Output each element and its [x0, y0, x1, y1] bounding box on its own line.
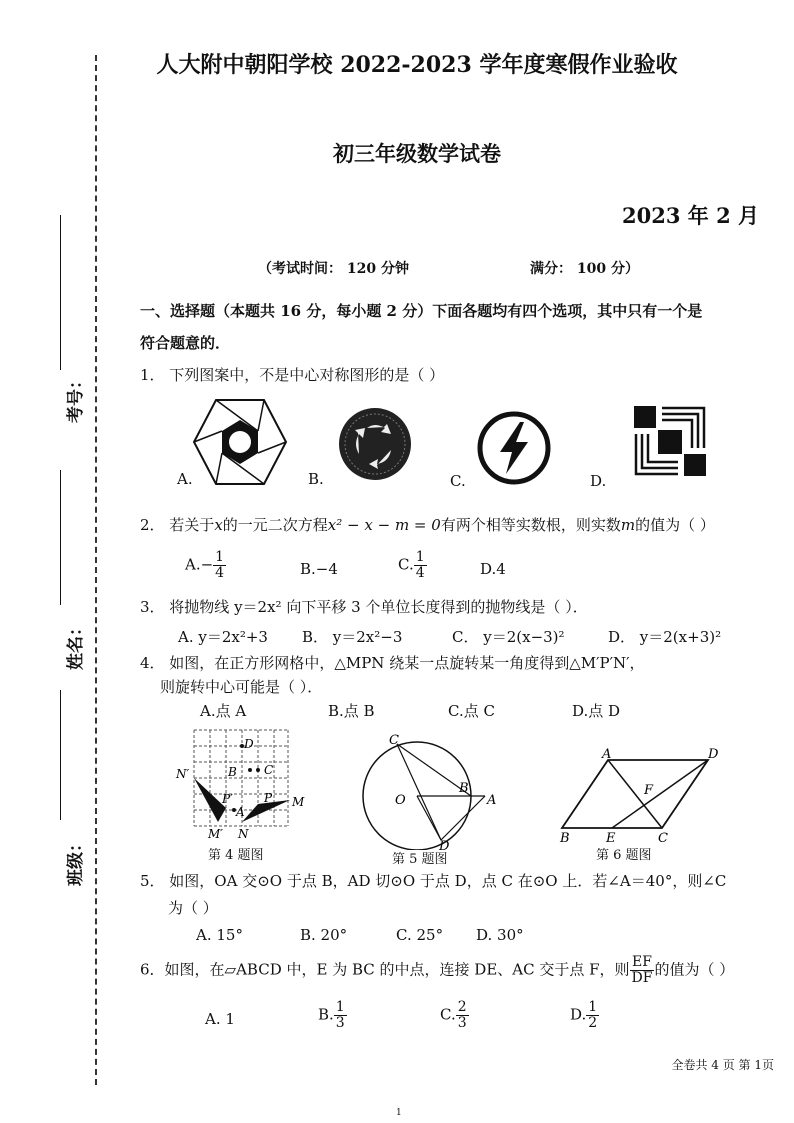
section-heading-line1: 一、选择题（本题共 16 分，每小题 2 分）下面各题均有四个选项，其中只有一个是	[140, 302, 703, 320]
q4-stem-line2: 则旋转中心可能是（ ）．	[160, 678, 323, 696]
q2-option-d: D.4	[480, 560, 506, 578]
q5-option-c: C. 25°	[396, 926, 444, 944]
q6-option-b	[318, 1000, 347, 1031]
q6-label-b: B	[560, 831, 570, 844]
q2-option-c-num: 1	[415, 549, 425, 565]
q2-var-x: x	[214, 516, 223, 534]
q6-option-c	[440, 1000, 469, 1031]
q6-fraction-num: EF	[632, 954, 652, 970]
q5-label-a: A	[487, 793, 497, 808]
q6-stem	[140, 955, 734, 986]
q4-option-a: A.点 A	[200, 702, 247, 720]
q2-option-a-num: 1	[215, 549, 225, 565]
q3-stem: 3． 将抛物线 y＝2x² 向下平移 3 个单位长度得到的抛物线是（ ）．	[140, 598, 588, 616]
q4-option-d: D.点 D	[572, 702, 621, 720]
exam-time: （考试时间： 120 分钟	[258, 261, 409, 277]
q6-option-d-prefix: D.	[570, 1005, 587, 1024]
q1-option-b: B.	[308, 470, 324, 488]
q2-stem-c: 有两个相等实数根，则实数	[440, 516, 621, 534]
q4-label-p: P	[264, 791, 273, 805]
q1-option-a: A.	[177, 470, 193, 488]
q5-label-d: D	[439, 839, 450, 850]
q4-label-m: M	[292, 795, 305, 809]
q4-label-m-prime: M′	[208, 827, 224, 841]
q5-stem-line2: 为（ ）	[168, 899, 218, 917]
q2-option-c-prefix: C.	[398, 555, 414, 574]
q4-label-p-prime: P′	[222, 792, 233, 806]
q5-label-c: C	[389, 733, 399, 748]
q2-stem-d: 的值为（ ）	[635, 516, 715, 534]
q5-stem-line1: 5． 如图，OA 交⊙O 于点 B，AD 切⊙O 于点 D，点 C 在⊙O 上．若∠A＝40°，则∠C	[140, 872, 727, 890]
name-label: 姓名：	[66, 619, 86, 670]
q6-label-e: E	[606, 831, 616, 844]
q6-option-b-prefix: B.	[318, 1005, 334, 1024]
q6-parallelogram-figure	[558, 748, 730, 844]
full-score: 满分： 100 分）	[530, 261, 639, 277]
q4-label-n: N	[238, 827, 249, 841]
q6-option-a: A. 1	[205, 1010, 235, 1028]
page-number: 1	[396, 1108, 402, 1118]
q6-label-c: C	[658, 831, 668, 844]
q6-option-b-num: 1	[335, 999, 345, 1015]
q1-figure-d-squares-icon	[632, 404, 708, 478]
q1-figure-b-recycle-icon	[337, 406, 413, 482]
class-label: 班级：	[66, 835, 86, 886]
exam-number-label: 考号：	[66, 372, 86, 423]
q5-label-b: B	[459, 781, 469, 796]
section-heading-line2: 符合题意的．	[140, 334, 231, 352]
q2-option-c-den: 4	[415, 565, 425, 581]
q5-circle-figure	[355, 728, 505, 850]
q6-option-d	[570, 1000, 599, 1031]
q1-option-d: D.	[590, 472, 607, 490]
q4-label-a: A	[236, 805, 245, 819]
q6-label-a: A	[602, 748, 612, 762]
q5-option-a: A. 15°	[196, 926, 243, 944]
class-underline	[60, 690, 61, 820]
page-footer: 全卷共 4 页 第 1页	[671, 1058, 774, 1072]
binding-dashed-line	[95, 55, 97, 1085]
q4-label-d: D	[244, 737, 254, 751]
q1-figure-c-lightning-icon	[476, 410, 552, 486]
q2-option-a	[185, 550, 226, 581]
q2-option-c	[398, 550, 427, 581]
q5-figure-caption: 第 5 题图	[392, 852, 448, 867]
q2-option-a-den: 4	[215, 565, 225, 581]
q4-label-c: C	[264, 763, 274, 777]
q2-stem-b: 的一元二次方程	[222, 516, 328, 534]
q6-option-d-den: 2	[588, 1015, 598, 1031]
q4-label-b: B	[228, 765, 237, 779]
q4-label-n-prime: N′	[176, 767, 190, 781]
q2-option-a-prefix: A.−	[185, 555, 214, 574]
q2-stem	[140, 514, 715, 536]
page-title: 人大附中朝阳学校 2022-2023 学年度寒假作业验收	[156, 52, 678, 78]
q6-option-c-prefix: C.	[440, 1005, 456, 1024]
q6-stem-a: 6．如图，在▱ABCD 中，E 为 BC 的中点，连接 DE、AC 交于点 F，则	[140, 960, 630, 979]
q4-stem-line1: 4． 如图，在正方形网格中，△MPN 绕某一点旋转某一角度得到△M′P′N′，	[140, 654, 645, 672]
q6-option-b-den: 3	[335, 1015, 345, 1031]
q5-option-b: B. 20°	[300, 926, 348, 944]
q1-option-c: C.	[450, 472, 466, 490]
q3-option-d: D． y＝2(x+3)²	[608, 628, 722, 646]
q5-option-d: D. 30°	[476, 926, 524, 944]
q2-equation: x² − x − m = 0	[327, 516, 441, 534]
q6-option-c-den: 3	[457, 1015, 467, 1031]
q6-fraction-den: DF	[631, 970, 653, 986]
q6-option-d-num: 1	[588, 999, 598, 1015]
name-underline	[60, 470, 61, 605]
q2-stem-a: 2． 若关于	[140, 516, 215, 534]
q4-grid-figure	[172, 726, 312, 844]
q4-figure-caption: 第 4 题图	[208, 848, 264, 863]
q1-figure-a-hexagon-icon	[192, 398, 288, 486]
q4-option-b: B.点 B	[328, 702, 375, 720]
q6-figure-caption: 第 6 题图	[596, 848, 652, 863]
exam-date: 2023 年 2 月	[622, 203, 759, 228]
q2-var-m: m	[620, 516, 636, 534]
q4-option-c: C.点 C	[448, 702, 495, 720]
exam-number-underline	[60, 215, 61, 370]
q6-option-c-num: 2	[457, 999, 467, 1015]
q6-label-d: D	[708, 748, 719, 762]
q1-stem: 1． 下列图案中，不是中心对称图形的是（ ）	[140, 366, 445, 384]
q3-option-b: B． y＝2x²−3	[302, 628, 403, 646]
q6-stem-b: 的值为（ ）	[654, 960, 735, 979]
q6-label-f: F	[644, 783, 654, 798]
q3-option-a: A. y＝2x²+3	[178, 628, 268, 646]
q2-option-b: B.−4	[300, 560, 338, 578]
q5-label-o: O	[395, 793, 406, 808]
q3-option-c: C． y＝2(x−3)²	[452, 628, 565, 646]
page-subtitle: 初三年级数学试卷	[333, 141, 501, 166]
